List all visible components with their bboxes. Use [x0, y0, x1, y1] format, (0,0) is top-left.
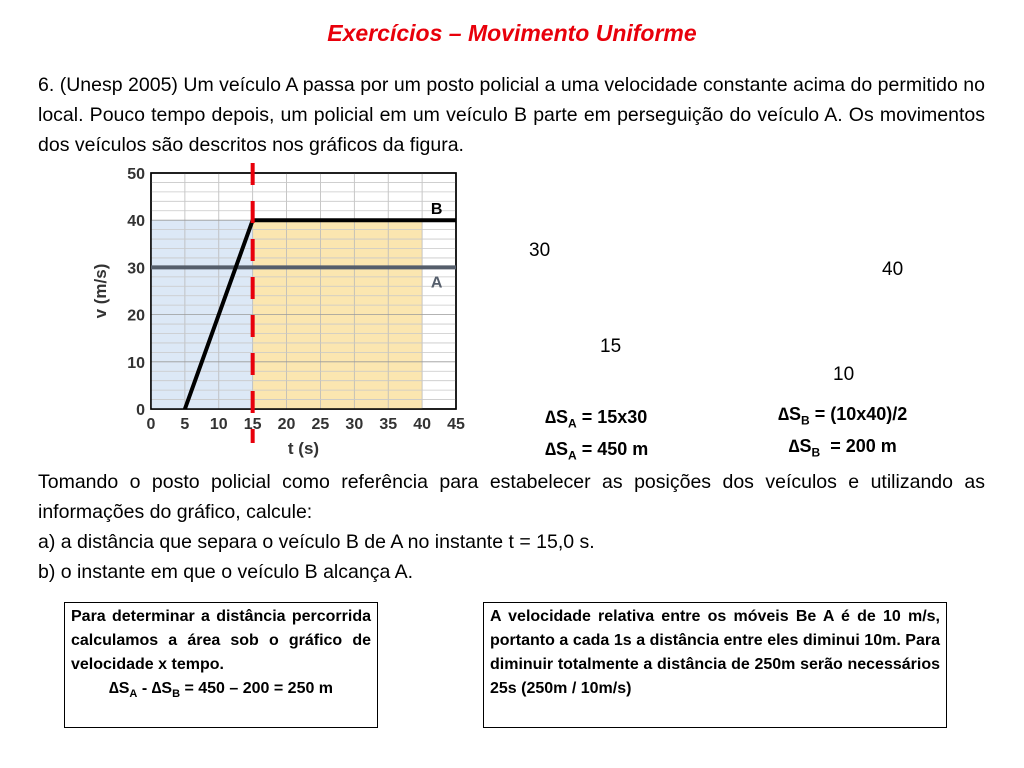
y-axis-label: v (m/s) — [91, 263, 110, 319]
chart-svg — [64, 163, 524, 458]
calc-a-line2: $\Delta S_A = 450$ m — [545, 438, 649, 463]
page-title: Exercícios – Movimento Uniforme — [327, 20, 697, 46]
y-tick-label: 20 — [127, 307, 145, 325]
question-a: a) a distância que separa o veículo B de A no instante t = 15,0 s. — [38, 531, 595, 553]
question-b: b) o instante em que o veículo B alcança A. — [38, 561, 414, 583]
annotation-15: 15 — [600, 336, 622, 357]
x-tick-label: 10 — [209, 416, 228, 433]
calc-a-line1: $\Delta S_A = 15x30$ — [545, 407, 648, 431]
explanation-right-text: A velocidade relativa entre os móveis Be A é de 10 m/s, portanto a cada 1s a distância entre eles diminui 10m. Para diminuir totalmente a distância de 250m serão necessários 25s (250m / 10m/s) — [490, 608, 940, 697]
x-tick-label: 15 — [243, 416, 262, 433]
x-tick-label: 35 — [379, 416, 398, 433]
problem-statement: 6. (Unesp 2005) Um veículo A passa por um posto policial a uma velocidade constante acima do permitido no local. Pouco tempo depois, um policial em um veículo B parte em perseguição do veículo A. Os movimentos dos veículos são descritos nos gráficos da figura. — [38, 74, 985, 156]
x-tick-label: 5 — [180, 416, 190, 433]
explanation-box-right — [483, 602, 947, 728]
questions-intro: Tomando o posto policial como referência para estabelecer as posições dos veículos e utilizando as informações do gráfico, calcule: — [38, 471, 985, 523]
explanation-box-left — [64, 602, 378, 728]
series-label-A: A — [430, 274, 443, 292]
x-tick-label: 45 — [447, 416, 465, 433]
explanation-left-text: Para determinar a distância percorrida calculamos a área sob o gráfico de velocidade x tempo. — [71, 608, 371, 673]
calc-b-line2: $\Delta S_B = 200$ m — [788, 435, 897, 460]
x-tick-label: 20 — [277, 416, 296, 433]
calc-b-line1: $\Delta S_B = (10x40)/2$ — [778, 404, 908, 428]
annotation-30: 30 — [529, 240, 551, 261]
calc-displacement-a — [545, 405, 648, 468]
y-tick-label: 40 — [127, 213, 145, 231]
y-tick-label: 10 — [127, 354, 145, 372]
x-tick-label: 30 — [345, 416, 364, 433]
y-tick-label: 30 — [127, 260, 145, 278]
x-tick-label: 0 — [146, 416, 156, 433]
y-tick-label: 50 — [127, 166, 145, 183]
velocity-time-chart — [64, 163, 524, 458]
x-axis-label: t (s) — [287, 439, 320, 458]
x-tick-label: 40 — [413, 416, 432, 433]
y-tick-label: 0 — [136, 402, 145, 419]
annotation-10: 10 — [833, 364, 855, 385]
x-tick-label: 25 — [311, 416, 330, 433]
annotation-40: 40 — [882, 259, 904, 280]
series-label-B: B — [430, 201, 443, 219]
calc-displacement-b — [778, 402, 907, 465]
explanation-left-formula: $\Delta S_A - \Delta S_B = 450 - 200 = 250$ m — [108, 680, 334, 701]
questions — [38, 467, 985, 587]
